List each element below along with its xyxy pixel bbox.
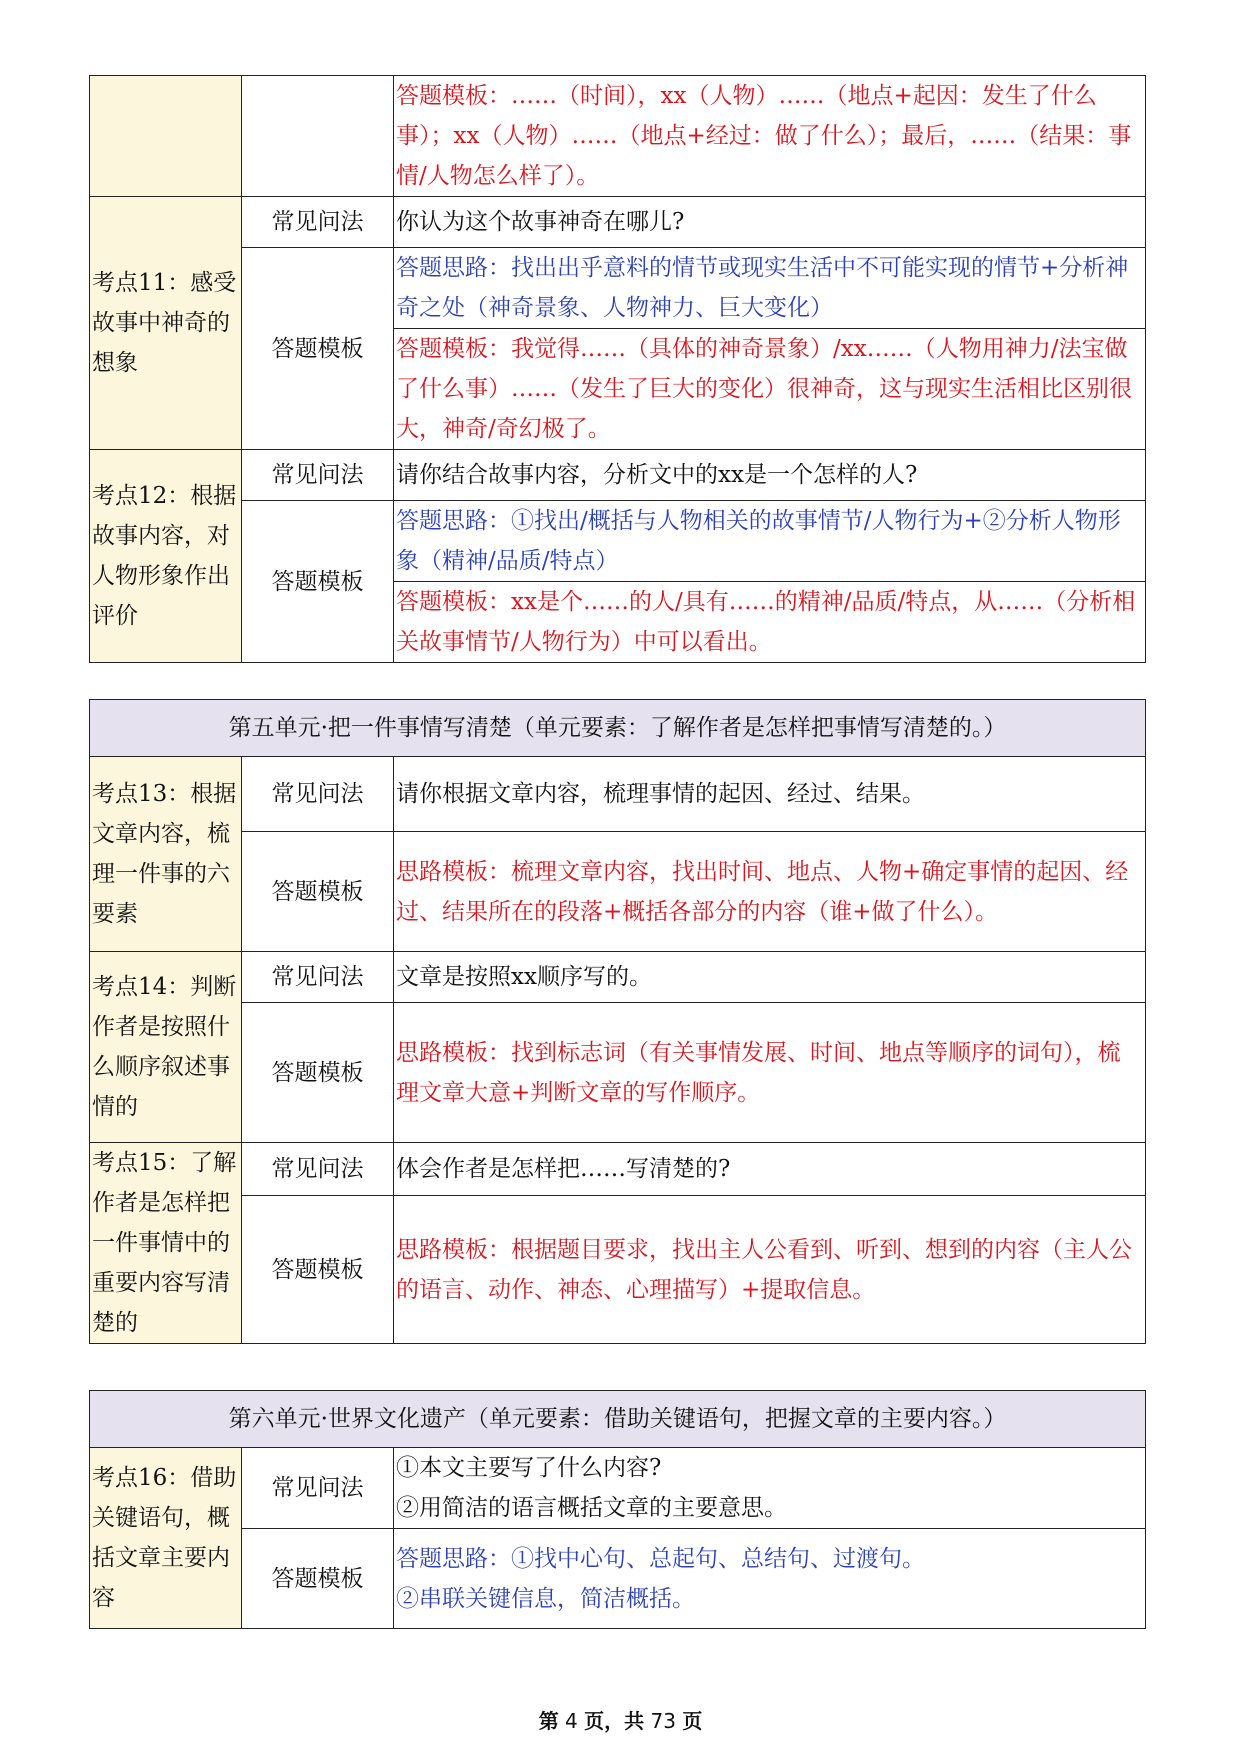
kaodian-cell-continued	[90, 76, 242, 197]
question-label: 常见问法	[242, 197, 394, 248]
answer-idea	[394, 1529, 1146, 1629]
footer-mid: 页，共	[584, 1709, 645, 1733]
kaodian-15-title: 考点15：了解作者是怎样把一件事情中的重要内容写清楚的	[90, 1143, 242, 1344]
page-total: 73	[650, 1709, 676, 1733]
unit5-header: 第五单元·把一件事情写清楚（单元要素：了解作者是怎样把事情写清楚的。）	[90, 700, 1146, 757]
answer-idea-1: 答题思路：①找中心句、总起句、总结句、过渡句。	[396, 1545, 925, 1572]
answer-idea: 答题思路：找出出乎意料的情节或现实生活中不可能实现的情节+分析神奇之处（神奇景象、人物神力、巨大变化）	[394, 248, 1146, 329]
answer-label: 答题模板	[242, 501, 394, 663]
question-label: 常见问法	[242, 952, 394, 1003]
answer-template: 答题模板：xx是个……的人/具有……的精神/品质/特点，从……（分析相关故事情节/人物行为）中可以看出。	[394, 582, 1146, 663]
label-cell-empty	[242, 76, 394, 197]
answer-idea: 答题思路：①找出/概括与人物相关的故事情节/人物行为+②分析人物形象（精神/品质/特点）	[394, 501, 1146, 582]
kaodian-11-title: 考点11：感受故事中神奇的想象	[90, 197, 242, 450]
unit5-table	[89, 699, 1146, 1344]
common-question	[394, 1448, 1146, 1529]
page-number: 4	[565, 1709, 578, 1733]
answer-label: 答题模板	[242, 832, 394, 952]
kaodian-13-title: 考点13：根据文章内容，梳理一件事的六要素	[90, 757, 242, 952]
answer-template: 思路模板：找到标志词（有关事情发展、时间、地点等顺序的词句），梳理文章大意+判断文章的写作顺序。	[394, 1003, 1146, 1143]
common-question: 你认为这个故事神奇在哪儿?	[394, 197, 1146, 248]
footer-pre: 第	[538, 1709, 559, 1733]
question-label: 常见问法	[242, 1143, 394, 1196]
kaodian-12-title: 考点12：根据故事内容，对人物形象作出评价	[90, 450, 242, 663]
answer-label: 答题模板	[242, 1196, 394, 1344]
common-question-1: ①本文主要写了什么内容?	[396, 1455, 662, 1481]
page-footer	[0, 1705, 1241, 1734]
question-label: 常见问法	[242, 450, 394, 501]
footer-post: 页	[682, 1709, 703, 1733]
answer-template: 思路模板：根据题目要求，找出主人公看到、听到、想到的内容（主人公的语言、动作、神态、心理描写）+提取信息。	[394, 1196, 1146, 1344]
common-question-2: ②用简洁的语言概括文章的主要意思。	[396, 1495, 787, 1521]
kaodian-14-title: 考点14：判断作者是按照什么顺序叙述事情的	[90, 952, 242, 1143]
answer-template: 思路模板：梳理文章内容，找出时间、地点、人物+确定事情的起因、经过、结果所在的段落+概括各部分的内容（谁+做了什么）。	[394, 832, 1146, 952]
answer-label: 答题模板	[242, 1003, 394, 1143]
question-label: 常见问法	[242, 757, 394, 832]
answer-label: 答题模板	[242, 1529, 394, 1629]
unit4-table	[89, 75, 1146, 663]
kaodian-16-title: 考点16：借助关键语句，概括文章主要内容	[90, 1448, 242, 1629]
common-question: 体会作者是怎样把……写清楚的?	[394, 1143, 1146, 1196]
unit6-table	[89, 1390, 1146, 1629]
answer-template: 答题模板：我觉得……（具体的神奇景象）/xx……（人物用神力/法宝做了什么事）……（发生了巨大的变化）很神奇，这与现实生活相比区别很大，神奇/奇幻极了。	[394, 329, 1146, 450]
answer-idea-2: ②串联关键信息，简洁概括。	[396, 1585, 695, 1612]
common-question: 请你根据文章内容，梳理事情的起因、经过、结果。	[394, 757, 1146, 832]
unit6-header: 第六单元·世界文化遗产（单元要素：借助关键语句，把握文章的主要内容。）	[90, 1391, 1146, 1448]
answer-label: 答题模板	[242, 248, 394, 450]
common-question: 文章是按照xx顺序写的。	[394, 952, 1146, 1003]
common-question: 请你结合故事内容，分析文中的xx是一个怎样的人?	[394, 450, 1146, 501]
question-label: 常见问法	[242, 1448, 394, 1529]
answer-template: 答题模板：……（时间），xx（人物）……（地点+起因：发生了什么事）；xx（人物）……（地点+经过：做了什么）；最后，……（结果：事情/人物怎么样了）。	[394, 76, 1146, 197]
